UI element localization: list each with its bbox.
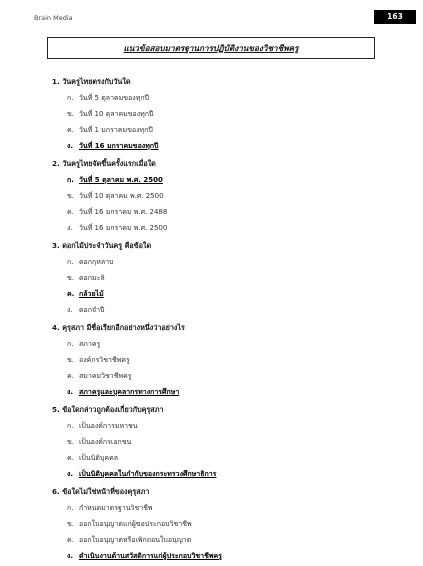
answer-option bbox=[52, 532, 392, 548]
option-text: เป็นองค์กรเอกชน bbox=[79, 438, 132, 446]
option-marker: ข. bbox=[67, 274, 75, 282]
answer-option bbox=[52, 90, 392, 106]
answer-option bbox=[52, 450, 392, 466]
option-text: วันที่ 16 มกราคมของทุกปี bbox=[79, 142, 159, 150]
answer-option bbox=[52, 516, 392, 532]
option-marker: ข. bbox=[67, 520, 75, 528]
option-text: กล้วยไม้ bbox=[79, 290, 104, 298]
answer-option bbox=[52, 434, 392, 450]
option-text: ออกใบอนุญาตแก่ผู้ขอประกอบวิชาชีพ bbox=[79, 520, 192, 528]
answer-option-correct bbox=[52, 384, 392, 400]
question-block bbox=[52, 320, 392, 400]
answer-option bbox=[52, 122, 392, 138]
option-text: วันที่ 16 มกราคม พ.ศ. 2500 bbox=[79, 224, 168, 232]
option-marker: ง. bbox=[67, 142, 74, 150]
option-marker: ข. bbox=[67, 356, 75, 364]
question-list bbox=[52, 74, 392, 566]
option-marker: ก. bbox=[67, 504, 74, 512]
answer-option-correct bbox=[52, 172, 392, 188]
option-text: วันที่ 10 ตุลาคมของทุกปี bbox=[79, 110, 154, 118]
option-marker: ง. bbox=[67, 306, 73, 314]
option-marker: ง. bbox=[67, 470, 74, 478]
option-text: เป็นนิติบุคคล bbox=[79, 454, 119, 462]
answer-option bbox=[52, 368, 392, 384]
option-text: ดำเนินงานด้านสวัสดิการแก่ผู้ประกอบวิชาชีพครู bbox=[79, 552, 222, 560]
option-text: ดอกกุหลาบ bbox=[79, 258, 114, 266]
title-box bbox=[47, 37, 375, 59]
option-text: วันที่ 10 ตุลาคม พ.ศ. 2500 bbox=[79, 192, 164, 200]
answer-option bbox=[52, 254, 392, 270]
answer-option bbox=[52, 418, 392, 434]
option-text: ออกใบอนุญาตหรือเพิกถอนใบอนุญาต bbox=[79, 536, 192, 544]
option-marker: ข. bbox=[67, 110, 75, 118]
question-text: 3. ดอกไม้ประจำวันครู คือข้อใด bbox=[52, 241, 152, 250]
option-marker: ค. bbox=[67, 454, 74, 462]
option-marker: ก. bbox=[67, 94, 74, 102]
brand-name: Brain Media bbox=[34, 14, 73, 22]
answer-option bbox=[52, 220, 392, 236]
option-text: ดอกมะลิ bbox=[79, 274, 105, 282]
option-text: สภาครู bbox=[79, 340, 101, 348]
option-text: ดอกจำปี bbox=[79, 306, 105, 314]
answer-option bbox=[52, 500, 392, 516]
question-block bbox=[52, 402, 392, 482]
answer-option bbox=[52, 270, 392, 286]
option-marker: ข. bbox=[67, 192, 75, 200]
answer-option bbox=[52, 106, 392, 122]
option-marker: ก. bbox=[67, 176, 74, 184]
option-text: เป็นองค์การมหาชน bbox=[79, 422, 138, 430]
question-text: 2. วันครูไทยจัดขึ้นครั้งแรกเมื่อใด bbox=[52, 159, 156, 168]
option-marker: ก. bbox=[67, 422, 74, 430]
option-marker: ค. bbox=[67, 536, 74, 544]
answer-option-correct bbox=[52, 286, 392, 302]
question-text: 5. ข้อใดกล่าวถูกต้องเกี่ยวกับคุรุสภา bbox=[52, 405, 164, 414]
option-text: วันที่ 1 มกราคมของทุกปี bbox=[79, 126, 153, 134]
answer-option bbox=[52, 336, 392, 352]
question-text: 6. ข้อใดไม่ใช่หน้าที่ของคุรุสภา bbox=[52, 487, 150, 496]
answer-option bbox=[52, 204, 392, 220]
option-text: วันที่ 5 ตุลาคม พ.ศ. 2500 bbox=[79, 176, 163, 184]
option-text: องค์กรวิชาชีพครู bbox=[79, 356, 130, 364]
answer-option bbox=[52, 302, 392, 318]
option-text: สมาคมวิชาชีพครู bbox=[79, 372, 132, 380]
option-marker: ข. bbox=[67, 438, 75, 446]
option-marker: ค. bbox=[67, 372, 74, 380]
option-marker: ก. bbox=[67, 340, 74, 348]
answer-option bbox=[52, 352, 392, 368]
option-text: สภาครูและบุคลากรทางการศึกษา bbox=[79, 388, 180, 396]
option-marker: ง. bbox=[67, 224, 73, 232]
question-block bbox=[52, 74, 392, 154]
question-block bbox=[52, 156, 392, 236]
question-block bbox=[52, 238, 392, 318]
answer-option bbox=[52, 188, 392, 204]
option-marker: ง. bbox=[67, 552, 74, 560]
page-title: แนวข้อสอบมาตรฐานการปฏิบัติงานของวิชาชีพครู bbox=[123, 42, 299, 53]
option-text: กำหนดมาตรฐานวิชาชีพ bbox=[79, 504, 153, 512]
question-block bbox=[52, 484, 392, 564]
page-header bbox=[0, 0, 423, 30]
page-number: 163 bbox=[374, 10, 416, 24]
answer-option-correct bbox=[52, 138, 392, 154]
option-marker: ค. bbox=[67, 208, 74, 216]
question-text: 1. วันครูไทยตรงกับวันใด bbox=[52, 77, 131, 86]
option-text: วันที่ 5 ตุลาคมของทุกปี bbox=[79, 94, 149, 102]
answer-option-correct bbox=[52, 548, 392, 564]
option-text: เป็นนิติบุคคลในกำกับของกระทรวงศึกษาธิการ bbox=[79, 470, 217, 478]
answer-option-correct bbox=[52, 466, 392, 482]
option-marker: ค. bbox=[67, 290, 75, 298]
question-text: 4. คุรุสภา มีชื่อเรียกอีกอย่างหนึ่งว่าอย่างไร bbox=[52, 323, 185, 332]
option-marker: ค. bbox=[67, 126, 74, 134]
option-text: วันที่ 16 มกราคม พ.ศ. 2488 bbox=[79, 208, 168, 216]
option-marker: ง. bbox=[67, 388, 74, 396]
option-marker: ก. bbox=[67, 258, 74, 266]
